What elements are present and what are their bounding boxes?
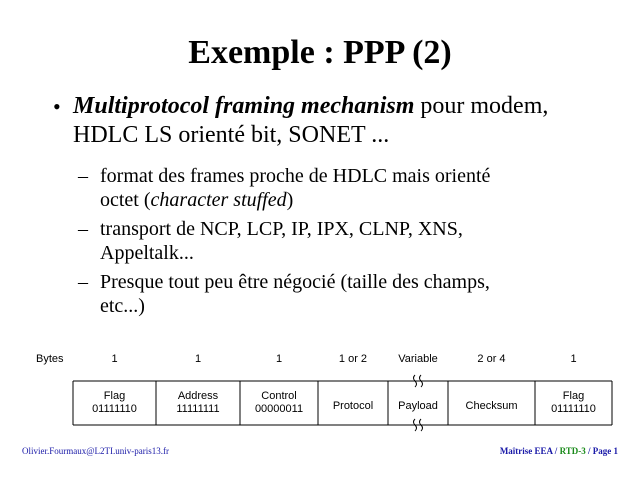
field-size-label: 1 [111,353,118,365]
sub-bullet-line2: Appeltalk... [100,242,194,264]
field-name: Protocol [332,400,374,412]
sub-bullet-marker: – [78,271,88,293]
ppp-frame-diagram [36,348,626,440]
field-size-label: 1 [275,353,283,365]
field-value: 11111111 [176,403,220,415]
footer-page: / Page 1 [585,446,618,456]
sub-bullet [78,164,608,212]
sub-bullet-line2-prefix: octet ( [100,189,151,211]
sub-bullet-line2-italic: character stuffed [150,189,287,211]
field-name: Flag [103,390,126,402]
field-value: 01111110 [551,403,596,415]
field-size-label: 2 or 4 [477,353,506,365]
sub-bullet-line2-suffix: ) [286,189,294,211]
sub-bullet-line1: Presque tout peu être négocié (taille des champs, [100,271,490,293]
main-bullet [53,92,613,150]
sub-bullet-line2 [100,188,608,212]
field-name: Payload [398,400,438,412]
slide-title: Exemple : PPP (2) [188,34,452,71]
field-size-label: 1 [194,353,202,365]
sub-bullet [78,217,608,265]
field-name: Checksum [465,400,518,412]
bytes-label: Bytes [36,353,64,365]
sub-bullet-list [78,164,608,323]
field-name: Control [261,390,297,402]
main-bullet-rest: pour modem, HDLC LS orienté bit, SONET ... [73,93,549,148]
main-bullet-text [73,92,613,150]
field-size-label: 1 or 2 [338,353,368,365]
main-bullet-emphasis: Multiprotocol framing mechanism [73,93,415,119]
sub-bullet [78,270,608,318]
footer-course-code: RTD-3 [559,446,586,456]
sub-bullet-line2: etc...) [100,295,145,317]
ppp-frame-svg [36,348,626,440]
footer-email: Olivier.Fourmaux@L2TI.univ-paris13.fr [22,446,170,456]
field-size-label: Variable [398,353,438,365]
field-size-label: 1 [570,353,577,365]
sub-bullet-line1: format des frames proche de HDLC mais orienté [100,165,491,187]
field-value: 00000011 [254,403,304,415]
field-value: 01111110 [92,403,137,415]
footer-course-prefix: Maîtrise EEA / [499,446,560,456]
sub-bullet-line1: transport de NCP, LCP, IP, IPX, CLNP, XNS, [100,218,463,240]
footer-course [500,446,618,456]
field-name: Flag [562,390,585,402]
bullet-marker: • [53,94,61,119]
sub-bullet-marker: – [78,218,88,240]
field-name: Address [177,390,219,402]
sub-bullet-marker: – [78,165,88,187]
